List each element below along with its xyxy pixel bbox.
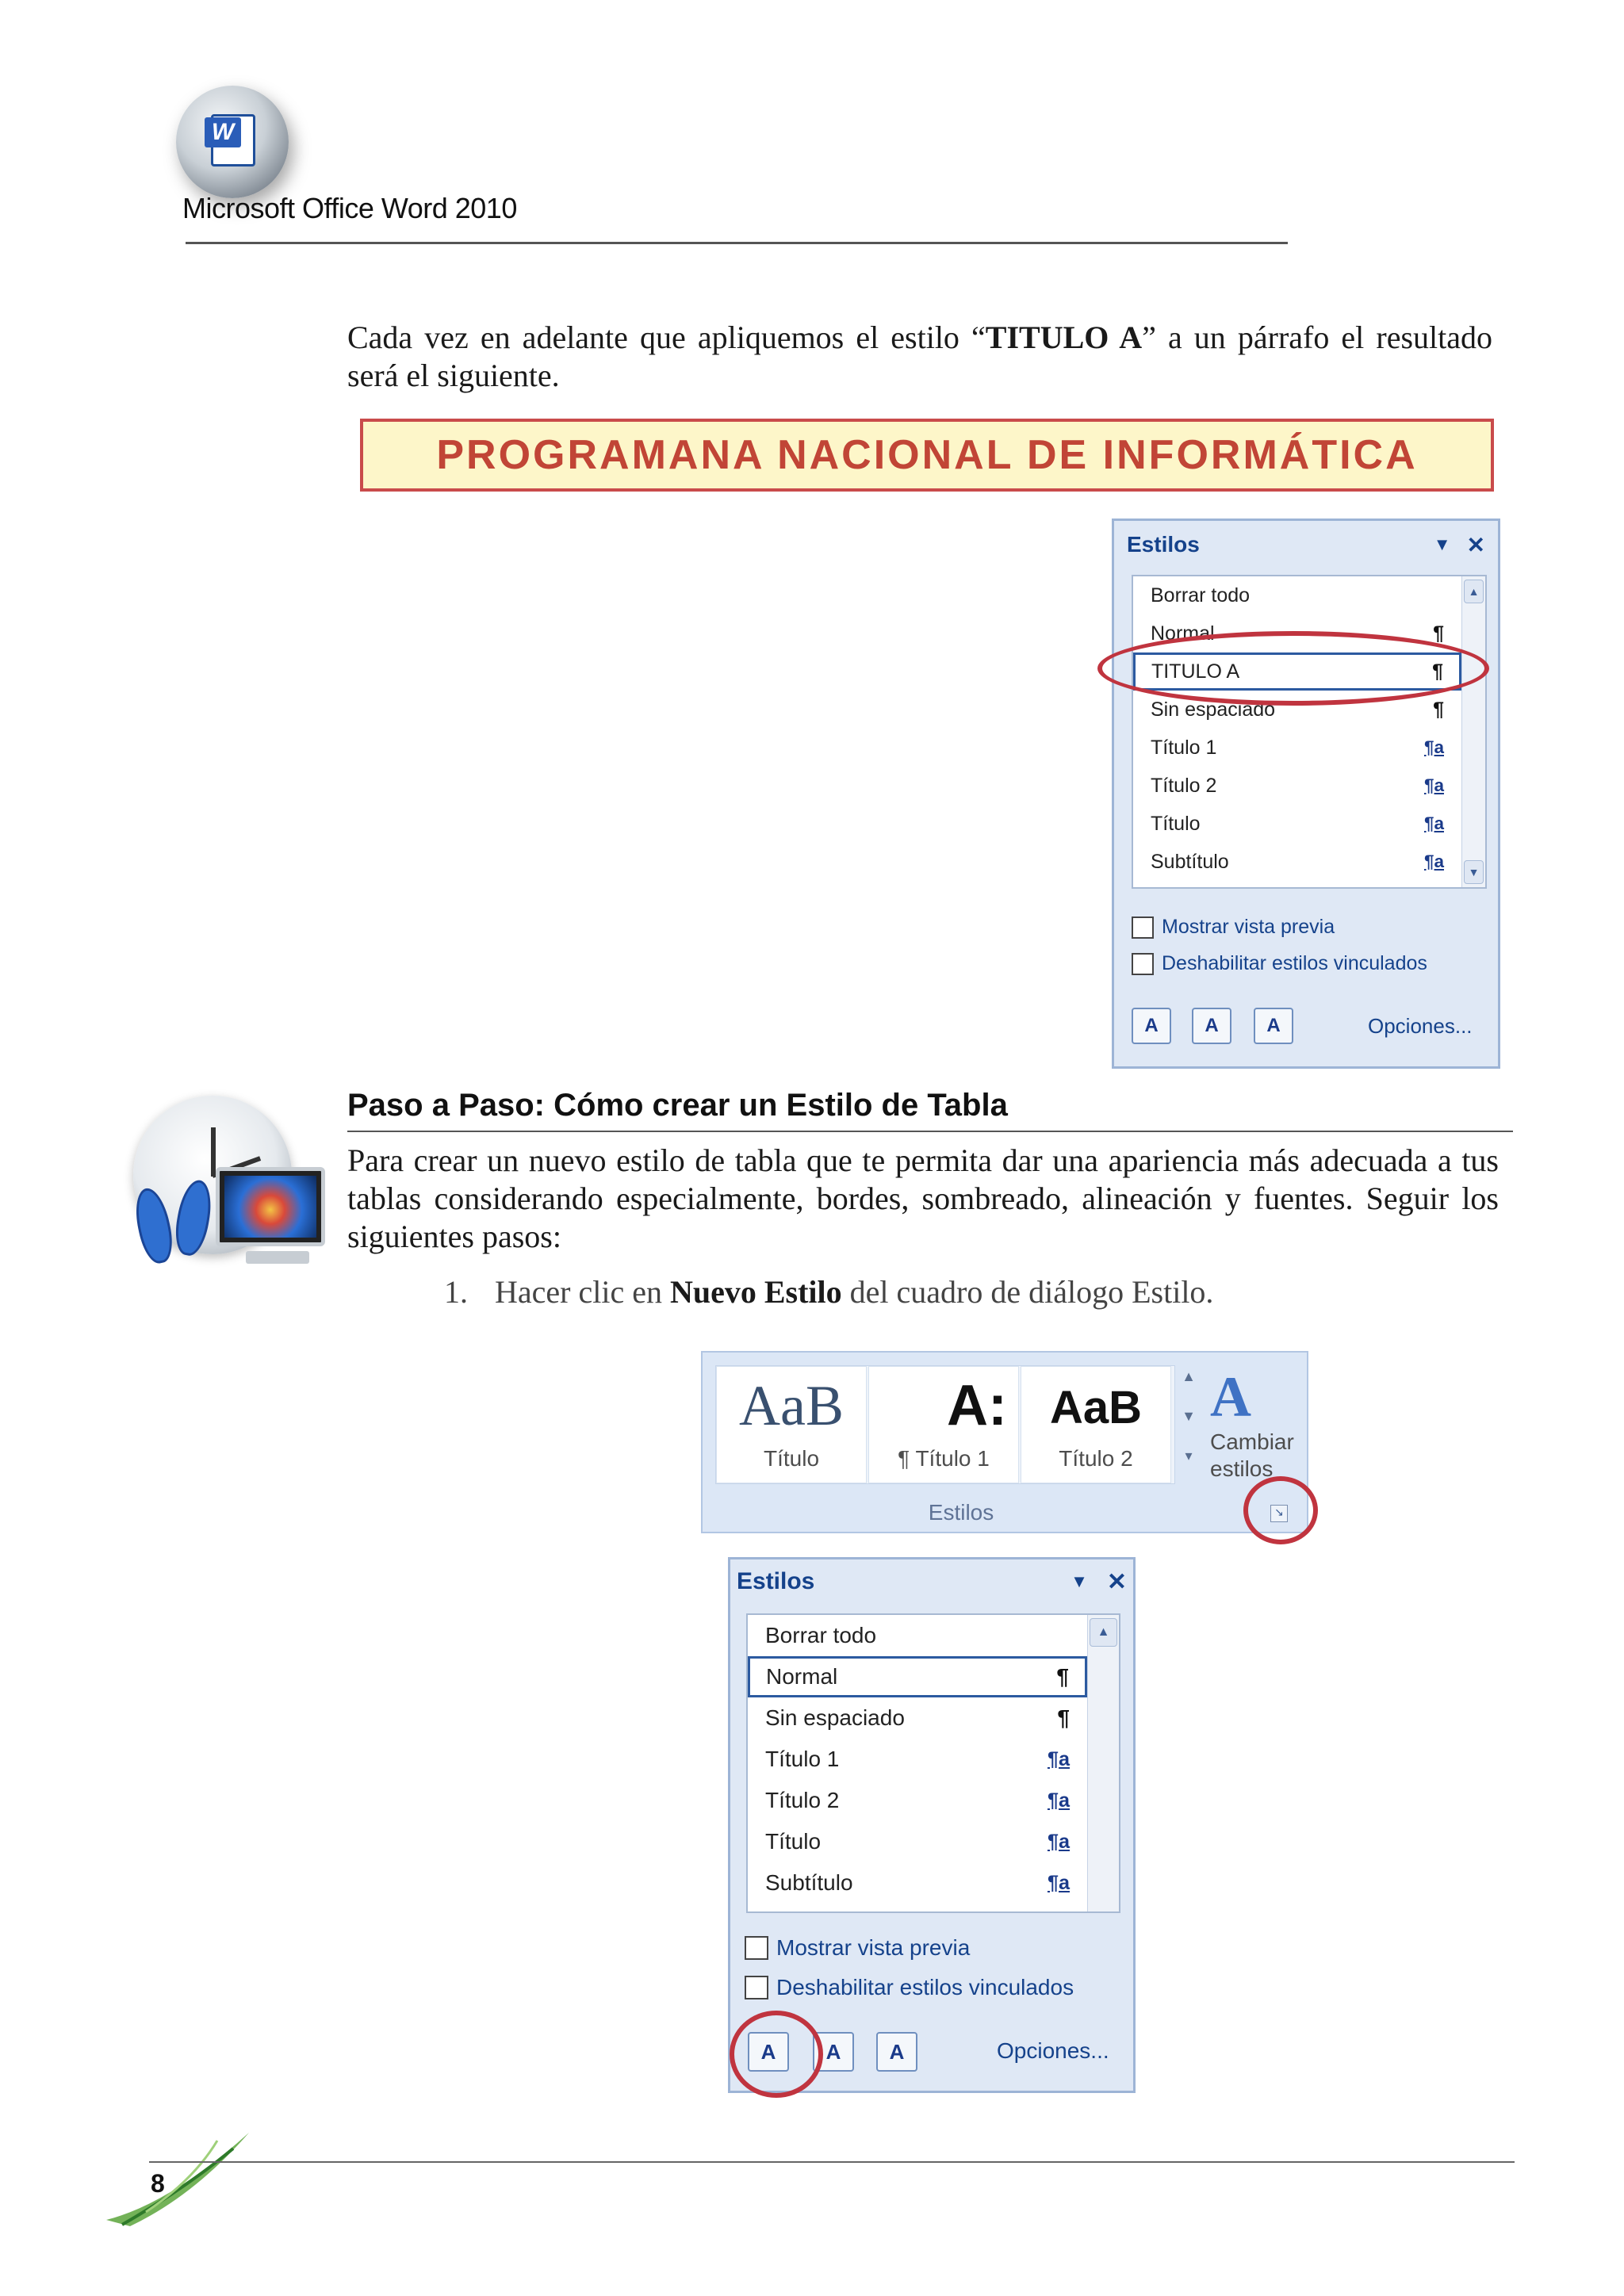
- footer-divider: [149, 2161, 1515, 2163]
- change-styles-label: Cambiar: [1210, 1429, 1294, 1454]
- new-style-icon[interactable]: A: [1132, 1008, 1171, 1044]
- item-label: Subtítulo: [765, 1870, 853, 1895]
- intro-text-end: ” a un párrafo el resultado será el siguiente.: [347, 320, 1492, 393]
- styles-list: [746, 1613, 1120, 1913]
- change-styles-button[interactable]: [1210, 1365, 1305, 1483]
- item-label: Sin espaciado: [1151, 698, 1276, 721]
- scroll-up-icon[interactable]: ▲: [1090, 1618, 1117, 1647]
- list-item[interactable]: [1133, 767, 1461, 805]
- step-text-end: del cuadro de diálogo Estilo.: [841, 1274, 1214, 1310]
- monitor-icon: [216, 1167, 325, 1246]
- list-item[interactable]: [1133, 843, 1461, 881]
- item-mark: ¶: [1432, 660, 1443, 683]
- gallery-caption: Título: [763, 1446, 820, 1471]
- pane-header: [1114, 521, 1498, 568]
- list-item[interactable]: [748, 1739, 1087, 1780]
- pane-close-icon[interactable]: ✕: [1466, 532, 1485, 557]
- item-mark: ¶: [1057, 1705, 1070, 1730]
- item-label: Título: [765, 1829, 822, 1854]
- sample-title-banner: [360, 419, 1494, 492]
- gallery-caption: Título 2: [1059, 1446, 1133, 1471]
- scroll-up-icon[interactable]: ▲: [1464, 580, 1484, 603]
- item-mark: ¶: [1056, 1664, 1069, 1689]
- item-mark: ¶: [1433, 698, 1444, 721]
- styles-ribbon-group: [701, 1351, 1308, 1533]
- header-divider: [186, 242, 1288, 244]
- checkbox-box[interactable]: [1132, 953, 1154, 975]
- item-mark: ¶a: [1423, 737, 1444, 757]
- step-text: Hacer clic en: [495, 1274, 670, 1310]
- checkbox-box[interactable]: [1132, 916, 1154, 939]
- step-number: 1.: [444, 1274, 468, 1310]
- checkbox-box[interactable]: [745, 1936, 768, 1960]
- gallery-sample: A:: [947, 1374, 1007, 1437]
- header-title: Microsoft Office Word 2010: [182, 192, 517, 224]
- checkbox-label: Mostrar vista previa: [1162, 916, 1335, 938]
- item-mark: ¶a: [1047, 1830, 1070, 1853]
- checkbox-label: Deshabilitar estilos vinculados: [1162, 952, 1427, 974]
- new-style-highlight-circle: [730, 2011, 823, 2098]
- list-item[interactable]: [748, 1780, 1087, 1821]
- scroll-down-icon[interactable]: ▼: [1464, 860, 1484, 884]
- new-style-icon[interactable]: A: [748, 2032, 789, 2072]
- leaf-logo-icon: [98, 2125, 257, 2228]
- group-label: Estilos: [928, 1500, 994, 1525]
- manage-styles-icon[interactable]: A: [876, 2032, 917, 2072]
- checkbox-label: Mostrar vista previa: [776, 1935, 971, 1960]
- item-label: Normal: [766, 1664, 838, 1689]
- gallery-scroll[interactable]: [1178, 1368, 1199, 1486]
- disable-linked-checkbox[interactable]: [1132, 952, 1427, 975]
- list-item[interactable]: [748, 1697, 1087, 1739]
- banner-text: PROGRAMANA NACIONAL DE INFORMÁTICA: [436, 432, 1418, 478]
- list-item[interactable]: [748, 1615, 1087, 1656]
- pane-title: Estilos: [737, 1568, 815, 1594]
- list-item-selected[interactable]: [748, 1656, 1087, 1697]
- list-item[interactable]: [1133, 805, 1461, 843]
- section-divider: [347, 1131, 1513, 1132]
- checkbox-box[interactable]: [745, 1976, 768, 1999]
- intro-paragraph: [347, 319, 1492, 395]
- step-bold: Nuevo Estilo: [669, 1274, 842, 1310]
- gallery-sample: AaB: [1049, 1382, 1143, 1433]
- styles-list: [1132, 575, 1487, 889]
- word-logo-icon: [176, 86, 289, 198]
- page-number: 8: [151, 2169, 165, 2198]
- dialog-launcher-icon[interactable]: ↘: [1270, 1505, 1288, 1522]
- pane-header: [730, 1559, 1133, 1604]
- item-mark: ¶: [1433, 622, 1444, 645]
- gallery-down-icon[interactable]: ▼: [1182, 1408, 1196, 1424]
- gallery-up-icon[interactable]: ▲: [1182, 1368, 1196, 1384]
- options-link[interactable]: Opciones...: [1368, 1014, 1473, 1038]
- item-mark: ¶a: [1423, 813, 1444, 833]
- item-label: Borrar todo: [1151, 584, 1251, 607]
- item-mark: ¶a: [1047, 1871, 1070, 1894]
- item-label: Título 2: [1151, 774, 1217, 797]
- word-letter: W: [205, 117, 241, 147]
- list-scrollbar[interactable]: [1461, 576, 1485, 887]
- item-mark: ¶a: [1423, 851, 1444, 871]
- item-label: Sin espaciado: [765, 1705, 905, 1730]
- item-label: Título 1: [1151, 736, 1217, 759]
- item-label: Borrar todo: [765, 1623, 877, 1647]
- list-item[interactable]: [748, 1821, 1087, 1862]
- intro-text: Cada vez en adelante que apliquemos el estilo “: [347, 320, 986, 355]
- pane-close-icon[interactable]: ✕: [1106, 1568, 1127, 1595]
- preview-checkbox[interactable]: [745, 1935, 970, 1961]
- gallery-item-titulo-1[interactable]: [868, 1366, 1019, 1483]
- item-mark: ¶a: [1047, 1789, 1070, 1812]
- list-item[interactable]: [748, 1862, 1087, 1904]
- style-inspector-icon[interactable]: A: [1192, 1008, 1231, 1044]
- styles-pane-1: [1112, 519, 1500, 1069]
- launcher-highlight-circle: [1243, 1476, 1318, 1544]
- item-label: Título: [1151, 812, 1201, 835]
- gallery-caption: ¶ Título 1: [898, 1446, 990, 1471]
- quick-styles-gallery: [715, 1365, 1175, 1484]
- change-styles-icon: A: [1210, 1365, 1251, 1429]
- monitor-base: [246, 1251, 309, 1264]
- item-label: Normal: [1151, 622, 1215, 645]
- highlight-circle: [1097, 631, 1489, 706]
- pane-menu-icon[interactable]: ▼: [1433, 534, 1451, 554]
- preview-checkbox[interactable]: [1132, 916, 1335, 939]
- item-label: TITULO A: [1151, 660, 1240, 683]
- item-label: Título 1: [765, 1747, 840, 1771]
- section-paragraph: Para crear un nuevo estilo de tabla que te permita dar una apariencia más adecuada a tus tablas considerando especialmente, bordes, sombreado, alineación y fuentes. Seguir los siguientes pasos:: [347, 1142, 1499, 1254]
- section-title: Paso a Paso: Cómo crear un Estilo de Tabla: [347, 1088, 1008, 1123]
- gallery-item-titulo[interactable]: [716, 1366, 867, 1483]
- item-label: Subtítulo: [1151, 850, 1229, 873]
- style-inspector-icon[interactable]: A: [813, 2032, 854, 2072]
- change-styles-label-2: estilos: [1210, 1456, 1274, 1481]
- manage-styles-icon[interactable]: A: [1254, 1008, 1293, 1044]
- checkbox-label: Deshabilitar estilos vinculados: [776, 1975, 1074, 1999]
- list-item[interactable]: [1133, 576, 1461, 614]
- footprints-icon: [132, 1177, 219, 1269]
- list-item[interactable]: [1133, 729, 1461, 767]
- step-item: [444, 1273, 1213, 1311]
- pane-menu-icon[interactable]: ▼: [1071, 1571, 1088, 1591]
- item-label: Título 2: [765, 1788, 840, 1812]
- gallery-sample: AaB: [739, 1374, 844, 1437]
- list-scrollbar[interactable]: [1087, 1615, 1119, 1911]
- step-by-step-icon: [127, 1096, 333, 1270]
- disable-linked-checkbox[interactable]: [745, 1975, 1074, 2000]
- gallery-more-icon[interactable]: ▾: [1185, 1448, 1193, 1464]
- gallery-item-titulo-2[interactable]: [1021, 1366, 1171, 1483]
- item-mark: ¶a: [1423, 775, 1444, 795]
- options-link[interactable]: Opciones...: [997, 2038, 1109, 2063]
- intro-bold: TITULO A: [985, 320, 1143, 355]
- pane-title: Estilos: [1127, 532, 1200, 557]
- item-mark: ¶a: [1047, 1747, 1070, 1770]
